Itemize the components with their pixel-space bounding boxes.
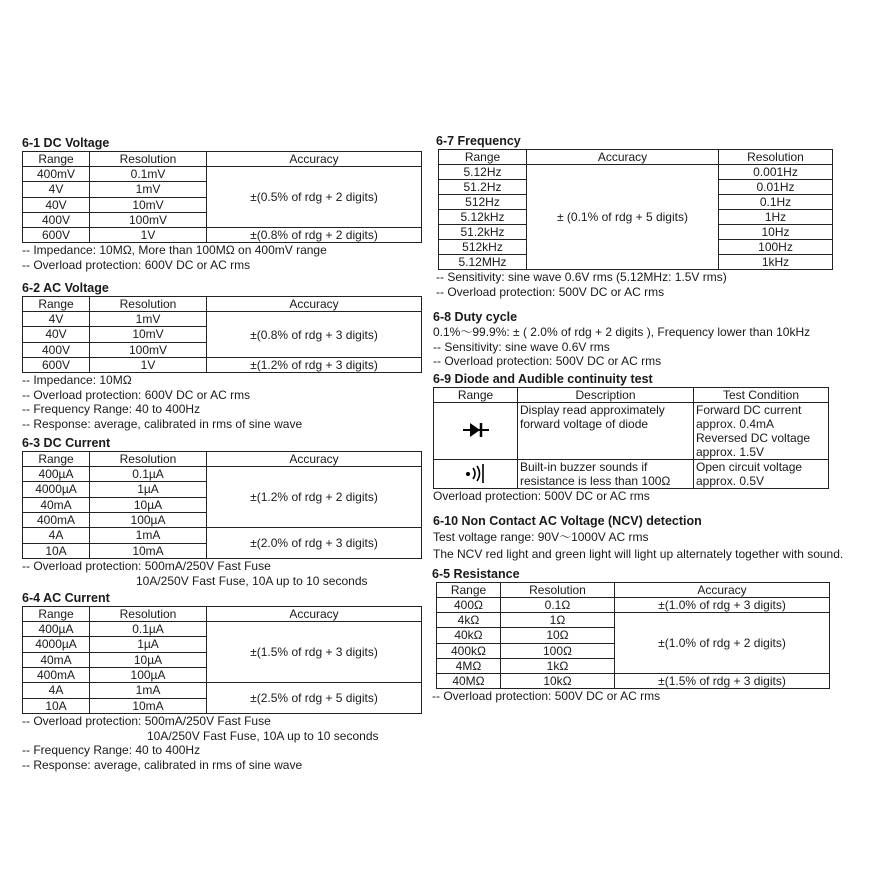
table-header xyxy=(23,297,422,312)
cell: 400Ω xyxy=(437,598,501,613)
note: -- Overload protection: 500V DC or AC rms xyxy=(432,689,661,703)
table-row xyxy=(23,683,422,699)
section-title: 6-10 Non Contact AC Voltage (NCV) detection xyxy=(433,514,702,528)
cell: 5.12Hz xyxy=(439,165,527,180)
cell: Display read approximately forward voltage of diode xyxy=(518,403,694,460)
cell: 40mA xyxy=(23,497,90,512)
cell: 400V xyxy=(23,212,90,227)
section-ncv xyxy=(433,514,843,563)
table-header xyxy=(437,583,830,598)
cell: 10A xyxy=(23,698,90,714)
header-cell: Range xyxy=(23,152,90,167)
cell: 400µA xyxy=(23,622,90,637)
cell: 4A xyxy=(23,528,90,544)
cell: 5.12MHz xyxy=(439,255,527,270)
cell: 4kΩ xyxy=(437,613,501,628)
cell: 512Hz xyxy=(439,195,527,210)
header-cell: Accuracy xyxy=(207,152,422,167)
cell: 5.12kHz xyxy=(439,210,527,225)
diode-table xyxy=(433,387,829,489)
cell: ±(1.0% of rdg + 2 digits) xyxy=(615,613,830,674)
cell: 100Hz xyxy=(719,240,833,255)
section-diode-continuity xyxy=(433,372,829,504)
cell: 600V xyxy=(23,228,90,243)
section-title: 6-7 Frequency xyxy=(436,134,521,148)
cell: 1V xyxy=(90,228,207,243)
dc-current-table xyxy=(22,451,422,559)
note: -- Frequency Range: 40 to 400Hz xyxy=(22,402,201,416)
cell: 1mV xyxy=(90,312,207,327)
note: -- Response: average, calibrated in rms of sine wave xyxy=(22,757,303,772)
condition-line: approx. 1.5V xyxy=(696,445,765,459)
cell: 0.1µA xyxy=(90,622,207,637)
table-header xyxy=(434,388,829,403)
cell: 10kΩ xyxy=(501,674,615,689)
cell: 4MΩ xyxy=(437,658,501,673)
note: 0.1%～99.9%: ± ( 2.0% of rdg + 2 digits ), Frequency lower than 10kHz xyxy=(433,325,811,339)
table-header xyxy=(23,452,422,467)
table-row xyxy=(434,403,829,460)
note: -- Overload protection: 600V DC or AC rms xyxy=(22,257,251,272)
cell: 400mV xyxy=(23,167,90,182)
cell: 4V xyxy=(23,182,90,197)
cell: 40V xyxy=(23,327,90,342)
cell: 40MΩ xyxy=(437,674,501,689)
cell: 0.1µA xyxy=(90,467,207,482)
header-cell: Description xyxy=(518,388,694,403)
cell: 51.2Hz xyxy=(439,180,527,195)
table-row xyxy=(23,528,422,544)
cell: 1Ω xyxy=(501,613,615,628)
condition-line: Forward DC current xyxy=(696,403,802,417)
table-row xyxy=(23,467,422,482)
cell: 400µA xyxy=(23,467,90,482)
cell: 1kΩ xyxy=(501,658,615,673)
ac-current-table xyxy=(22,606,422,714)
cell: 400mA xyxy=(23,512,90,527)
section-duty-cycle xyxy=(433,310,810,369)
resistance-table xyxy=(436,582,830,689)
cell: 1mV xyxy=(90,182,207,197)
cell: 1mA xyxy=(90,683,207,699)
header-cell: Range xyxy=(23,452,90,467)
section-title: 6-2 AC Voltage xyxy=(22,281,109,295)
section-title: 6-1 DC Voltage xyxy=(22,136,110,150)
dc-voltage-table xyxy=(22,151,422,243)
note: Overload protection: 500V DC or AC rms xyxy=(433,489,650,503)
note: 10A/250V Fast Fuse, 10A up to 10 seconds xyxy=(136,573,368,588)
condition-line: Reversed DC voltage xyxy=(696,431,811,445)
cell: ±(0.8% of rdg + 2 digits) xyxy=(207,228,422,243)
note: -- Overload protection: 600V DC or AC rms xyxy=(22,387,251,402)
note: -- Overload protection: 500mA/250V Fast Fuse xyxy=(22,559,271,573)
cell: ±(1.5% of rdg + 3 digits) xyxy=(615,674,830,689)
cell: 4A xyxy=(23,683,90,699)
note: -- Sensitivity: sine wave 0.6V rms xyxy=(433,339,610,354)
table-header xyxy=(439,150,833,165)
table-row xyxy=(23,167,422,182)
section-title: 6-8 Duty cycle xyxy=(433,310,518,324)
cell: ±(0.8% of rdg + 3 digits) xyxy=(207,312,422,358)
table-header xyxy=(23,152,422,167)
condition-line: Open circuit voltage xyxy=(696,460,803,474)
cell: ±(2.0% of rdg + 3 digits) xyxy=(207,528,422,559)
cell: 10A xyxy=(23,543,90,559)
header-cell: Range xyxy=(434,388,518,403)
section-title: 6-9 Diode and Audible continuity test xyxy=(433,372,653,386)
cell: 100mV xyxy=(90,342,207,357)
header-cell: Resolution xyxy=(90,152,207,167)
header-cell: Range xyxy=(23,607,90,622)
cell: ±(1.5% of rdg + 3 digits) xyxy=(207,622,422,683)
note: -- Frequency Range: 40 to 400Hz xyxy=(22,743,201,757)
cell: 10Hz xyxy=(719,225,833,240)
cell: ±(1.2% of rdg + 3 digits) xyxy=(207,358,422,373)
table-row xyxy=(437,674,830,689)
cell: 40mA xyxy=(23,652,90,667)
cell: 600V xyxy=(23,358,90,373)
header-cell: Range xyxy=(439,150,527,165)
buzzer-symbol xyxy=(461,462,491,484)
cell: 1V xyxy=(90,358,207,373)
cell: 1mA xyxy=(90,528,207,544)
table-row xyxy=(439,165,833,180)
note: Test voltage range: 90V～1000V AC rms xyxy=(433,530,649,544)
cell: 10µA xyxy=(90,497,207,512)
cell: 40V xyxy=(23,197,90,212)
cell: 400mA xyxy=(23,667,90,682)
table-row xyxy=(437,598,830,613)
note: -- Overload protection: 500mA/250V Fast Fuse xyxy=(22,714,271,728)
section-title: 6-3 DC Current xyxy=(22,436,111,450)
cell: ±(2.5% of rdg + 5 digits) xyxy=(207,683,422,714)
note: 10A/250V Fast Fuse, 10A up to 10 seconds xyxy=(147,728,379,743)
section-frequency xyxy=(436,134,833,299)
section-dc-voltage xyxy=(22,136,422,272)
ac-voltage-table xyxy=(22,296,422,373)
cell: ±(0.5% of rdg + 2 digits) xyxy=(207,167,422,228)
cell: 10mA xyxy=(90,543,207,559)
condition-line: approx. 0.4mA xyxy=(696,417,775,431)
table-row xyxy=(23,312,422,327)
cell: 100µA xyxy=(90,512,207,527)
cell: 0.001Hz xyxy=(719,165,833,180)
note: -- Response: average, calibrated in rms of sine wave xyxy=(22,416,303,431)
section-title: 6-4 AC Current xyxy=(22,591,110,605)
cell: 0.01Hz xyxy=(719,180,833,195)
cell: 0.1Ω xyxy=(501,598,615,613)
table-row xyxy=(23,228,422,243)
cell: 400V xyxy=(23,342,90,357)
cell: 4000µA xyxy=(23,637,90,652)
cell: 400kΩ xyxy=(437,643,501,658)
header-cell: Resolution xyxy=(90,452,207,467)
cell: 4V xyxy=(23,312,90,327)
note: -- Impedance: 10MΩ, More than 100MΩ on 400mV range xyxy=(22,243,327,257)
header-cell: Range xyxy=(437,583,501,598)
table-header xyxy=(23,607,422,622)
cell: 1Hz xyxy=(719,210,833,225)
cell: 100mV xyxy=(90,212,207,227)
note: -- Overload protection: 500V DC or AC rms xyxy=(433,354,662,368)
header-cell: Accuracy xyxy=(207,297,422,312)
cell: 4000µA xyxy=(23,482,90,497)
cell: 10Ω xyxy=(501,628,615,643)
cell: 10mV xyxy=(90,327,207,342)
cell: Built-in buzzer sounds if resistance is less than 100Ω xyxy=(518,460,694,489)
section-resistance xyxy=(432,567,830,704)
cell: 10mA xyxy=(90,698,207,714)
header-cell: Accuracy xyxy=(615,583,830,598)
table-row xyxy=(23,622,422,637)
header-cell: Resolution xyxy=(90,297,207,312)
table-row xyxy=(434,460,829,489)
frequency-table xyxy=(438,149,833,270)
cell: 51.2kHz xyxy=(439,225,527,240)
table-row xyxy=(23,358,422,373)
header-cell: Resolution xyxy=(719,150,833,165)
header-cell: Range xyxy=(23,297,90,312)
section-dc-current xyxy=(22,436,422,588)
cell: 512kHz xyxy=(439,240,527,255)
cell: 10µA xyxy=(90,652,207,667)
note: -- Sensitivity: sine wave 0.6V rms (5.12MHz: 1.5V rms) xyxy=(436,270,727,284)
header-cell: Accuracy xyxy=(207,452,422,467)
diode-symbol xyxy=(461,420,491,440)
header-cell: Accuracy xyxy=(527,150,719,165)
cell: 100Ω xyxy=(501,643,615,658)
header-cell: Resolution xyxy=(501,583,615,598)
cell: 0.1mV xyxy=(90,167,207,182)
cell: 1µA xyxy=(90,637,207,652)
header-cell: Accuracy xyxy=(207,607,422,622)
cell: 1µA xyxy=(90,482,207,497)
cell: 100µA xyxy=(90,667,207,682)
cell: ± (0.1% of rdg + 5 digits) xyxy=(527,165,719,270)
cell xyxy=(694,403,829,460)
note: The NCV red light and green light will light up alternately together with sound. xyxy=(433,547,844,561)
note: -- Impedance: 10MΩ xyxy=(22,373,132,387)
cell xyxy=(694,460,829,489)
section-title: 6-5 Resistance xyxy=(432,567,520,581)
cell: 1kHz xyxy=(719,255,833,270)
section-ac-voltage xyxy=(22,281,422,431)
header-cell: Resolution xyxy=(90,607,207,622)
note: -- Overload protection: 500V DC or AC rms xyxy=(436,284,665,299)
cell: 40kΩ xyxy=(437,628,501,643)
condition-line: approx. 0.5V xyxy=(696,474,765,488)
cell: 0.1Hz xyxy=(719,195,833,210)
table-row xyxy=(437,613,830,628)
cell: 10mV xyxy=(90,197,207,212)
section-ac-current xyxy=(22,591,422,772)
cell: ±(1.2% of rdg + 2 digits) xyxy=(207,467,422,528)
cell: ±(1.0% of rdg + 3 digits) xyxy=(615,598,830,613)
buzzer-icon xyxy=(434,460,518,489)
header-cell: Test Condition xyxy=(694,388,829,403)
diode-icon xyxy=(434,403,518,460)
